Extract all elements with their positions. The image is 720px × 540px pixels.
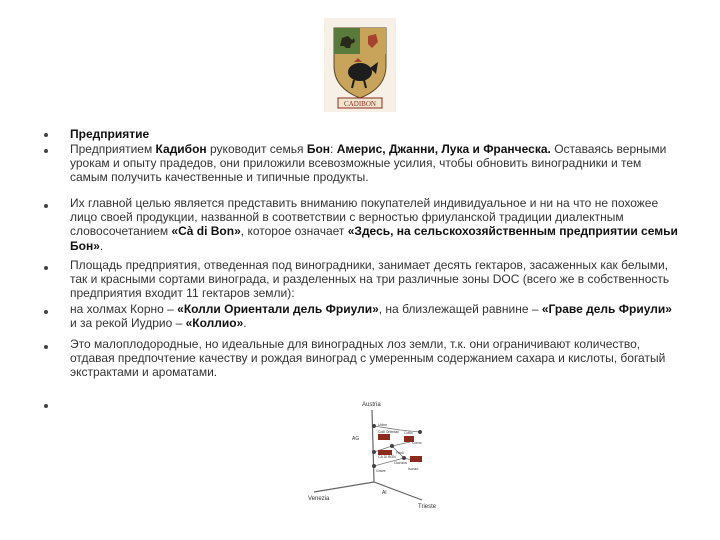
bullet-dot [44,204,48,208]
text: , на близлежащей равнине – [378,302,542,316]
map-axis [314,482,374,492]
map-label-gorizia: Gorizia [394,460,407,465]
map-label-al: Al [382,490,387,496]
text: на холмах Корно – [70,302,178,316]
map-label-venezia: Venezia [308,496,330,502]
map-region-patch [410,456,422,462]
section-title: Предприятие [70,127,150,141]
map-point [372,424,376,428]
paragraph-zones [70,302,680,330]
map-label-udine: Udine [378,423,388,427]
bullet-dot [44,345,48,349]
map-label-colli: Colli Orientali [378,430,399,434]
bold-text: «Cà di Bon» [171,224,241,239]
bold-text: Кадибон [155,142,207,156]
map-point [418,430,422,434]
map-label-ag: AG [352,436,360,442]
bold-text: «Здесь, на сельскохозяйственным предприятии семьи Бон» [70,224,678,253]
text: и за рекой Иудрио – [70,316,186,331]
map-label-small3: Isonzo [408,467,419,471]
map-point [372,450,376,454]
bullet-dot [44,266,48,270]
bullet-dot [44,149,48,153]
text: , которое означает [240,224,348,239]
paragraph-area [70,258,680,301]
text: Площадь предприятия, отведенная под виноградники, занимает десять гектаров, засаженных как белыми, так и красными сортами винограда, и разделенных на три различные зоны DOC (всего же в собственность предприятия входит 11 гектаров земли): [70,258,670,301]
map-label-grave: Grave [376,469,386,473]
paragraph-intro [70,142,680,185]
map-point [390,444,394,448]
bullet-dot [44,404,48,408]
paragraph-soil [70,337,680,380]
bullet-dot [44,310,48,314]
map-label-small1: Corno [412,441,422,445]
map-label-small2: Friuli [396,451,404,455]
bold-text: Бон [306,142,331,156]
paragraph-title [70,127,680,141]
bold-text: «Колли Ориентали дель Фриули» [177,302,379,316]
map-point [372,464,376,468]
bold-text: «Граве дель Фриули» [541,302,672,316]
text: Это малоплодородные, но идеальные для виноградных лоз земли, т.к. они ограничивают количество, отдавая предпочтение качеству и рождая виноград с умеренным содержанием сахара и кислоты, богатый экстрактами и ароматами. [70,337,666,380]
bold-text: Америс, Джанни, Лука и Франческа. [336,142,551,156]
region-map [300,396,460,516]
text: . [243,316,247,331]
map-label-trieste: Trieste [418,504,437,510]
map-label-cadibon: CA DI BON [378,455,396,459]
bold-text: «Коллио» [185,316,244,331]
map-region-patch [378,434,390,440]
logo-text: CADIBON [344,100,376,108]
text: Предприятием [70,142,156,156]
text: руководит семья [206,142,307,156]
map-axis [372,410,374,482]
text: Их главной целью является представить вниманию покупателей индивидуальное и ни на что не похожее лицо своей продукции, названной в соответствии с верностью фриуланской традиции диалектным словосочетанием [70,196,659,239]
text: Оставаясь верными урокам и опыту прадедов, они приложили всевозможные усилия, чтобы обновить виноградники и тем самым получить качественные и типичные продукты. [70,142,667,185]
map-label-collio: Collio [404,431,413,435]
paragraph-goal [70,196,680,253]
text: . [99,238,104,253]
bullet-dot [44,133,48,137]
map-label-austria: Austria [362,402,381,408]
text: : [330,142,337,156]
